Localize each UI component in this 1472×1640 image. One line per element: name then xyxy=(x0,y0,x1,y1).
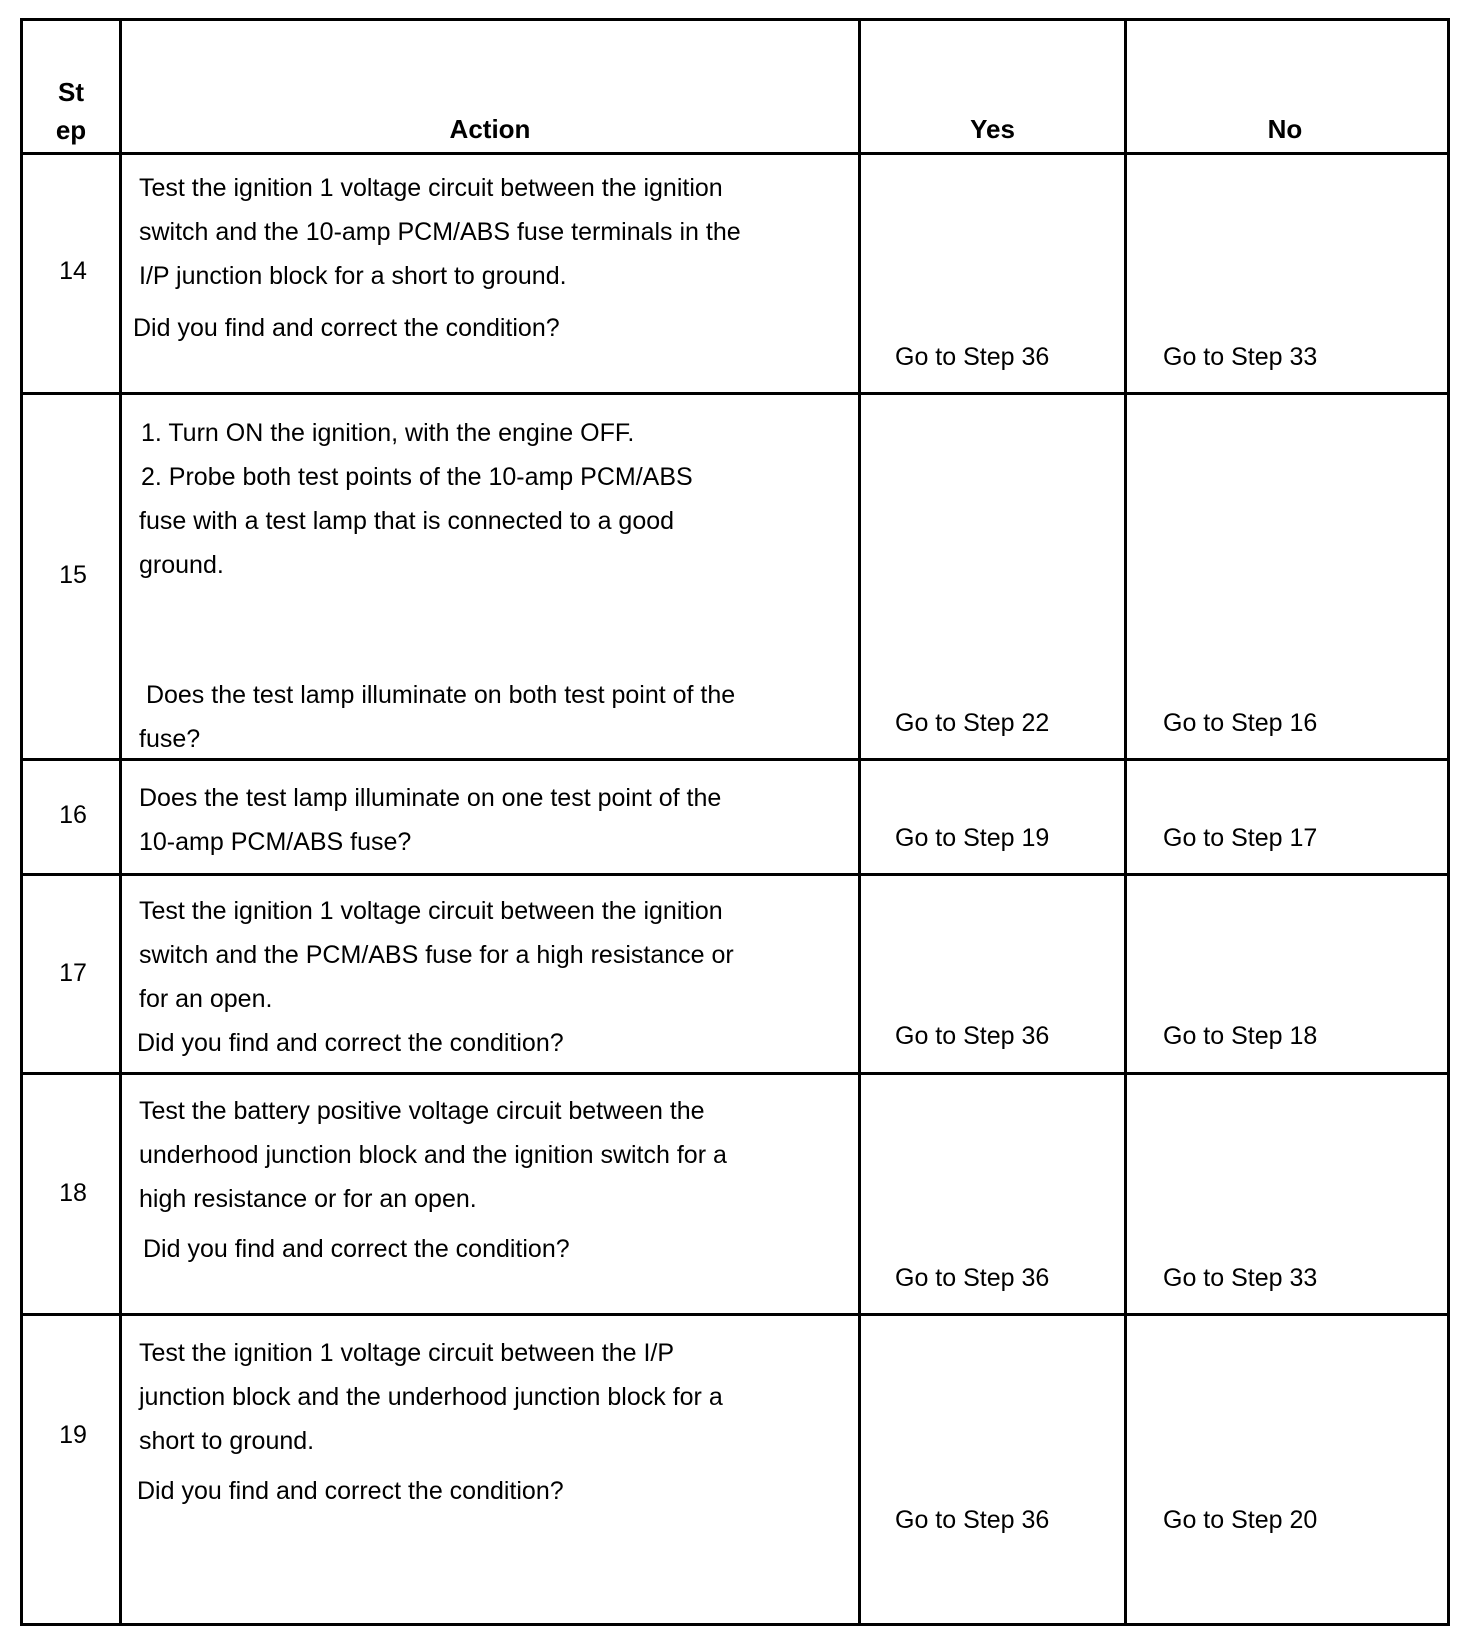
row-divider xyxy=(23,392,1447,395)
yes-target: Go to Step 36 xyxy=(895,1022,1050,1050)
action-question: Did you find and correct the condition? xyxy=(137,1029,564,1057)
action-line: underhood junction block and the ignition switch for a xyxy=(139,1141,727,1169)
action-line: ground. xyxy=(139,551,224,579)
header-action: Action xyxy=(449,114,531,144)
no-target: Go to Step 33 xyxy=(1163,1264,1318,1292)
action-question: Does the test lamp illuminate on both test point of the xyxy=(139,681,736,709)
diagnostic-table xyxy=(20,18,1450,1626)
header-step: St ep xyxy=(55,77,87,145)
action-line: I/P junction block for a short to ground. xyxy=(139,262,567,290)
action-line: 1. Turn ON the ignition, with the engine OFF. xyxy=(141,419,635,447)
action-line: switch and the PCM/ABS fuse for a high resistance or xyxy=(139,941,734,969)
step-number: 19 xyxy=(59,1421,87,1449)
yes-target: Go to Step 19 xyxy=(895,824,1050,852)
no-target: Go to Step 18 xyxy=(1163,1022,1318,1050)
row-divider xyxy=(23,873,1447,876)
step-number: 17 xyxy=(59,959,87,987)
row-divider xyxy=(23,1313,1447,1316)
action-line: 10-amp PCM/ABS fuse? xyxy=(139,828,412,856)
yes-target: Go to Step 36 xyxy=(895,1506,1050,1534)
action-line: short to ground. xyxy=(139,1427,315,1455)
action-line: Test the ignition 1 voltage circuit between the ignition xyxy=(139,174,723,202)
step-number: 16 xyxy=(59,801,87,829)
no-target: Go to Step 20 xyxy=(1163,1506,1318,1534)
row-divider xyxy=(23,152,1447,155)
no-target: Go to Step 16 xyxy=(1163,709,1318,737)
action-line: high resistance or for an open. xyxy=(139,1185,477,1213)
step-number: 14 xyxy=(59,257,87,285)
action-line: fuse with a test lamp that is connected to a good xyxy=(139,507,675,535)
no-target: Go to Step 33 xyxy=(1163,343,1318,371)
action-line: junction block and the underhood junction block for a xyxy=(139,1383,723,1411)
row-divider xyxy=(23,1072,1447,1075)
step-number: 15 xyxy=(59,561,87,589)
action-question: Did you find and correct the condition? xyxy=(143,1235,570,1263)
action-line: switch and the 10-amp PCM/ABS fuse terminals in the xyxy=(139,218,741,246)
yes-target: Go to Step 22 xyxy=(895,709,1050,737)
action-question: Did you find and correct the condition? xyxy=(137,1477,564,1505)
action-question: Did you find and correct the condition? xyxy=(133,314,560,342)
yes-target: Go to Step 36 xyxy=(895,1264,1050,1292)
action-line: 2. Probe both test points of the 10-amp PCM/ABS xyxy=(141,463,693,491)
action-question: fuse? xyxy=(139,725,201,753)
action-line: Test the ignition 1 voltage circuit between the I/P xyxy=(139,1339,675,1367)
no-target: Go to Step 17 xyxy=(1163,824,1318,852)
column-divider xyxy=(1124,21,1127,1623)
column-divider xyxy=(858,21,861,1623)
yes-target: Go to Step 36 xyxy=(895,343,1050,371)
action-line: for an open. xyxy=(139,985,273,1013)
header-no: No xyxy=(1267,114,1303,144)
action-line: Does the test lamp illuminate on one test point of the xyxy=(139,784,722,812)
step-number: 18 xyxy=(59,1179,87,1207)
action-line: Test the battery positive voltage circuit between the xyxy=(139,1097,705,1125)
header-yes: Yes xyxy=(970,114,1015,144)
row-divider xyxy=(23,758,1447,761)
action-line: Test the ignition 1 voltage circuit between the ignition xyxy=(139,897,723,925)
